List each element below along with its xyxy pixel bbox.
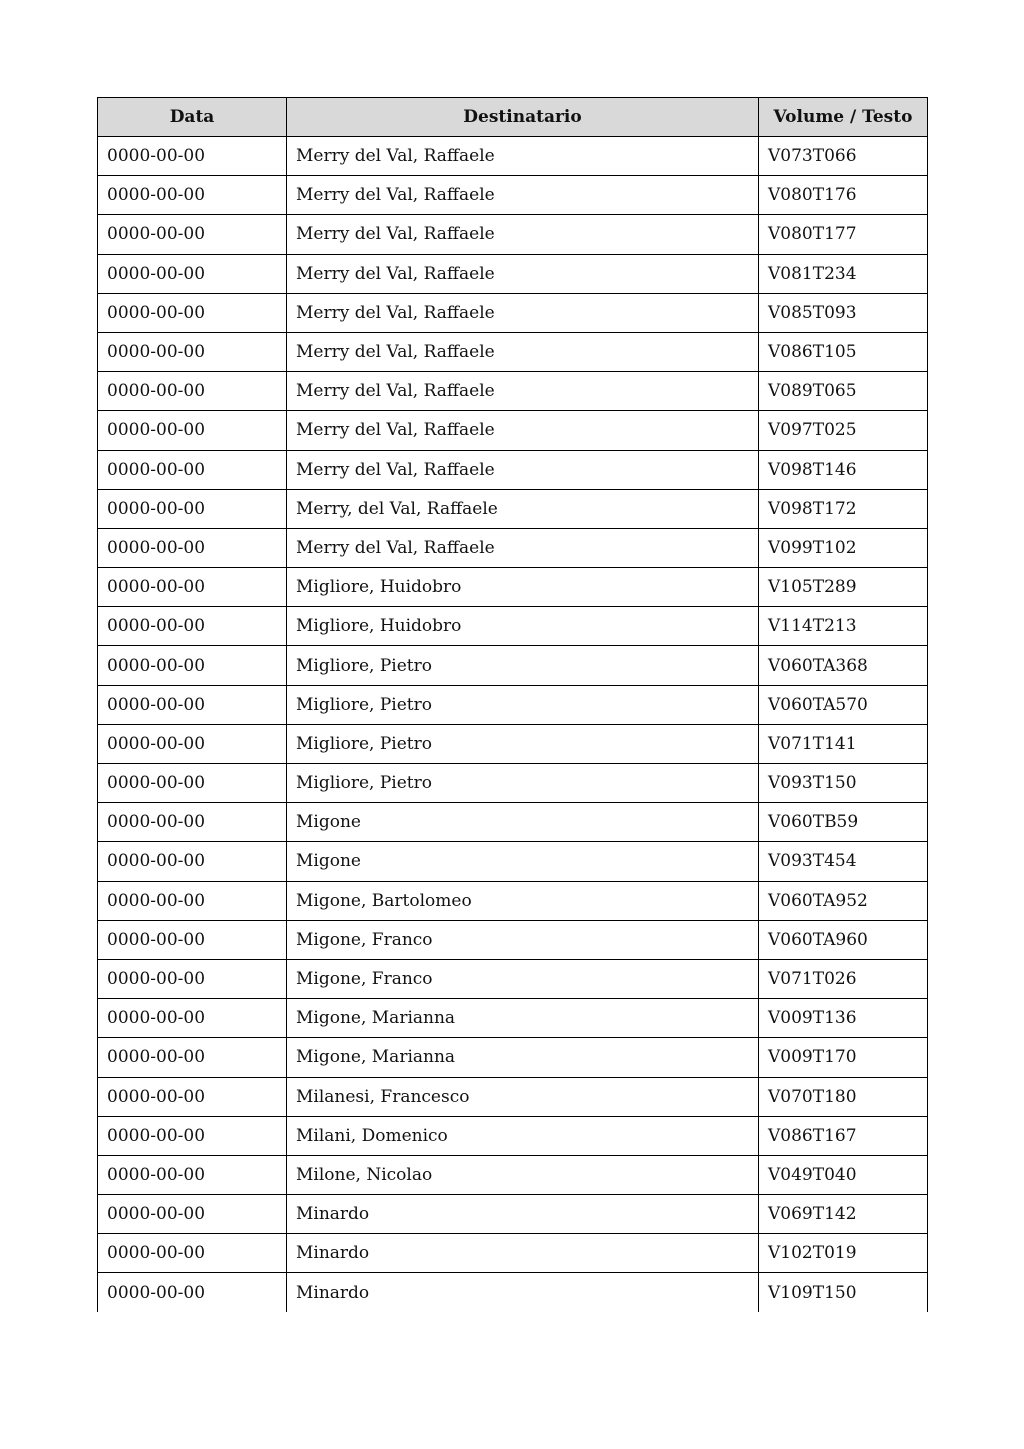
cell-volume: V070T180 (759, 1077, 928, 1116)
cell-recipient: Merry del Val, Raffaele (287, 215, 759, 254)
table-row (98, 1234, 928, 1273)
table-row (98, 489, 928, 528)
cell-volume: V105T289 (759, 568, 928, 607)
cell-volume: V114T213 (759, 607, 928, 646)
cell-recipient: Merry del Val, Raffaele (287, 528, 759, 567)
cell-date: 0000-00-00 (98, 215, 287, 254)
cell-recipient: Migone, Franco (287, 959, 759, 998)
cell-date: 0000-00-00 (98, 1234, 287, 1273)
cell-volume: V109T150 (759, 1273, 928, 1312)
table-row (98, 999, 928, 1038)
table-row (98, 1273, 928, 1312)
table-row (98, 842, 928, 881)
cell-date: 0000-00-00 (98, 646, 287, 685)
cell-volume: V098T172 (759, 489, 928, 528)
cell-recipient: Merry del Val, Raffaele (287, 450, 759, 489)
cell-date: 0000-00-00 (98, 724, 287, 763)
cell-date: 0000-00-00 (98, 293, 287, 332)
letters-register-table (97, 97, 928, 1312)
cell-recipient: Merry del Val, Raffaele (287, 293, 759, 332)
cell-recipient: Migone, Franco (287, 920, 759, 959)
header-row (98, 98, 928, 137)
cell-recipient: Merry del Val, Raffaele (287, 254, 759, 293)
cell-recipient: Migliore, Huidobro (287, 607, 759, 646)
column-header-date: Data (98, 98, 287, 137)
cell-date: 0000-00-00 (98, 1116, 287, 1155)
cell-recipient: Migliore, Pietro (287, 646, 759, 685)
table-row (98, 528, 928, 567)
cell-date: 0000-00-00 (98, 332, 287, 371)
cell-date: 0000-00-00 (98, 881, 287, 920)
cell-recipient: Merry, del Val, Raffaele (287, 489, 759, 528)
cell-volume: V073T066 (759, 137, 928, 176)
table-row (98, 568, 928, 607)
cell-date: 0000-00-00 (98, 137, 287, 176)
cell-date: 0000-00-00 (98, 411, 287, 450)
cell-date: 0000-00-00 (98, 607, 287, 646)
cell-recipient: Migliore, Pietro (287, 685, 759, 724)
cell-volume: V085T093 (759, 293, 928, 332)
cell-recipient: Milone, Nicolao (287, 1155, 759, 1194)
cell-recipient: Merry del Val, Raffaele (287, 137, 759, 176)
cell-recipient: Merry del Val, Raffaele (287, 176, 759, 215)
cell-date: 0000-00-00 (98, 1195, 287, 1234)
cell-date: 0000-00-00 (98, 842, 287, 881)
table-row (98, 1038, 928, 1077)
cell-date: 0000-00-00 (98, 528, 287, 567)
cell-date: 0000-00-00 (98, 959, 287, 998)
cell-volume: V049T040 (759, 1155, 928, 1194)
cell-date: 0000-00-00 (98, 764, 287, 803)
table-row (98, 176, 928, 215)
table-header (98, 98, 928, 137)
cell-volume: V093T150 (759, 764, 928, 803)
cell-date: 0000-00-00 (98, 999, 287, 1038)
table-row (98, 215, 928, 254)
cell-recipient: Minardo (287, 1195, 759, 1234)
cell-recipient: Migliore, Pietro (287, 764, 759, 803)
cell-volume: V098T146 (759, 450, 928, 489)
cell-volume: V060TB59 (759, 803, 928, 842)
cell-date: 0000-00-00 (98, 254, 287, 293)
cell-volume: V009T170 (759, 1038, 928, 1077)
cell-volume: V071T026 (759, 959, 928, 998)
cell-volume: V080T177 (759, 215, 928, 254)
cell-recipient: Merry del Val, Raffaele (287, 372, 759, 411)
table-row (98, 685, 928, 724)
cell-volume: V099T102 (759, 528, 928, 567)
cell-date: 0000-00-00 (98, 685, 287, 724)
cell-volume: V086T167 (759, 1116, 928, 1155)
table-row (98, 372, 928, 411)
cell-volume: V060TA368 (759, 646, 928, 685)
table-row (98, 646, 928, 685)
cell-recipient: Migone, Marianna (287, 1038, 759, 1077)
table-row (98, 959, 928, 998)
cell-date: 0000-00-00 (98, 1273, 287, 1312)
cell-date: 0000-00-00 (98, 920, 287, 959)
cell-volume: V060TA570 (759, 685, 928, 724)
cell-recipient: Merry del Val, Raffaele (287, 411, 759, 450)
cell-recipient: Milani, Domenico (287, 1116, 759, 1155)
cell-date: 0000-00-00 (98, 568, 287, 607)
column-header-recipient: Destinatario (287, 98, 759, 137)
table-row (98, 764, 928, 803)
cell-recipient: Minardo (287, 1273, 759, 1312)
table-row (98, 1155, 928, 1194)
table-body (98, 137, 928, 1313)
cell-recipient: Milanesi, Francesco (287, 1077, 759, 1116)
cell-recipient: Migone (287, 803, 759, 842)
cell-recipient: Merry del Val, Raffaele (287, 332, 759, 371)
cell-volume: V080T176 (759, 176, 928, 215)
cell-date: 0000-00-00 (98, 1038, 287, 1077)
cell-volume: V093T454 (759, 842, 928, 881)
cell-volume: V069T142 (759, 1195, 928, 1234)
cell-recipient: Migone, Marianna (287, 999, 759, 1038)
table-row (98, 411, 928, 450)
table-row (98, 1195, 928, 1234)
cell-volume: V086T105 (759, 332, 928, 371)
cell-date: 0000-00-00 (98, 372, 287, 411)
table-row (98, 920, 928, 959)
table-row (98, 607, 928, 646)
table-row (98, 293, 928, 332)
table-row (98, 1116, 928, 1155)
cell-volume: V060TA960 (759, 920, 928, 959)
table-row (98, 254, 928, 293)
table-row (98, 450, 928, 489)
table-row (98, 803, 928, 842)
table-row (98, 724, 928, 763)
cell-date: 0000-00-00 (98, 176, 287, 215)
cell-volume: V089T065 (759, 372, 928, 411)
cell-volume: V102T019 (759, 1234, 928, 1273)
cell-date: 0000-00-00 (98, 1155, 287, 1194)
cell-date: 0000-00-00 (98, 489, 287, 528)
cell-recipient: Migone, Bartolomeo (287, 881, 759, 920)
cell-volume: V081T234 (759, 254, 928, 293)
cell-volume: V009T136 (759, 999, 928, 1038)
cell-volume: V097T025 (759, 411, 928, 450)
column-header-volume: Volume / Testo (759, 98, 928, 137)
table-row (98, 137, 928, 176)
cell-date: 0000-00-00 (98, 450, 287, 489)
cell-recipient: Migliore, Pietro (287, 724, 759, 763)
table-row (98, 332, 928, 371)
cell-recipient: Migliore, Huidobro (287, 568, 759, 607)
cell-recipient: Minardo (287, 1234, 759, 1273)
cell-date: 0000-00-00 (98, 1077, 287, 1116)
table-row (98, 881, 928, 920)
cell-volume: V060TA952 (759, 881, 928, 920)
cell-date: 0000-00-00 (98, 803, 287, 842)
cell-volume: V071T141 (759, 724, 928, 763)
table-row (98, 1077, 928, 1116)
cell-recipient: Migone (287, 842, 759, 881)
